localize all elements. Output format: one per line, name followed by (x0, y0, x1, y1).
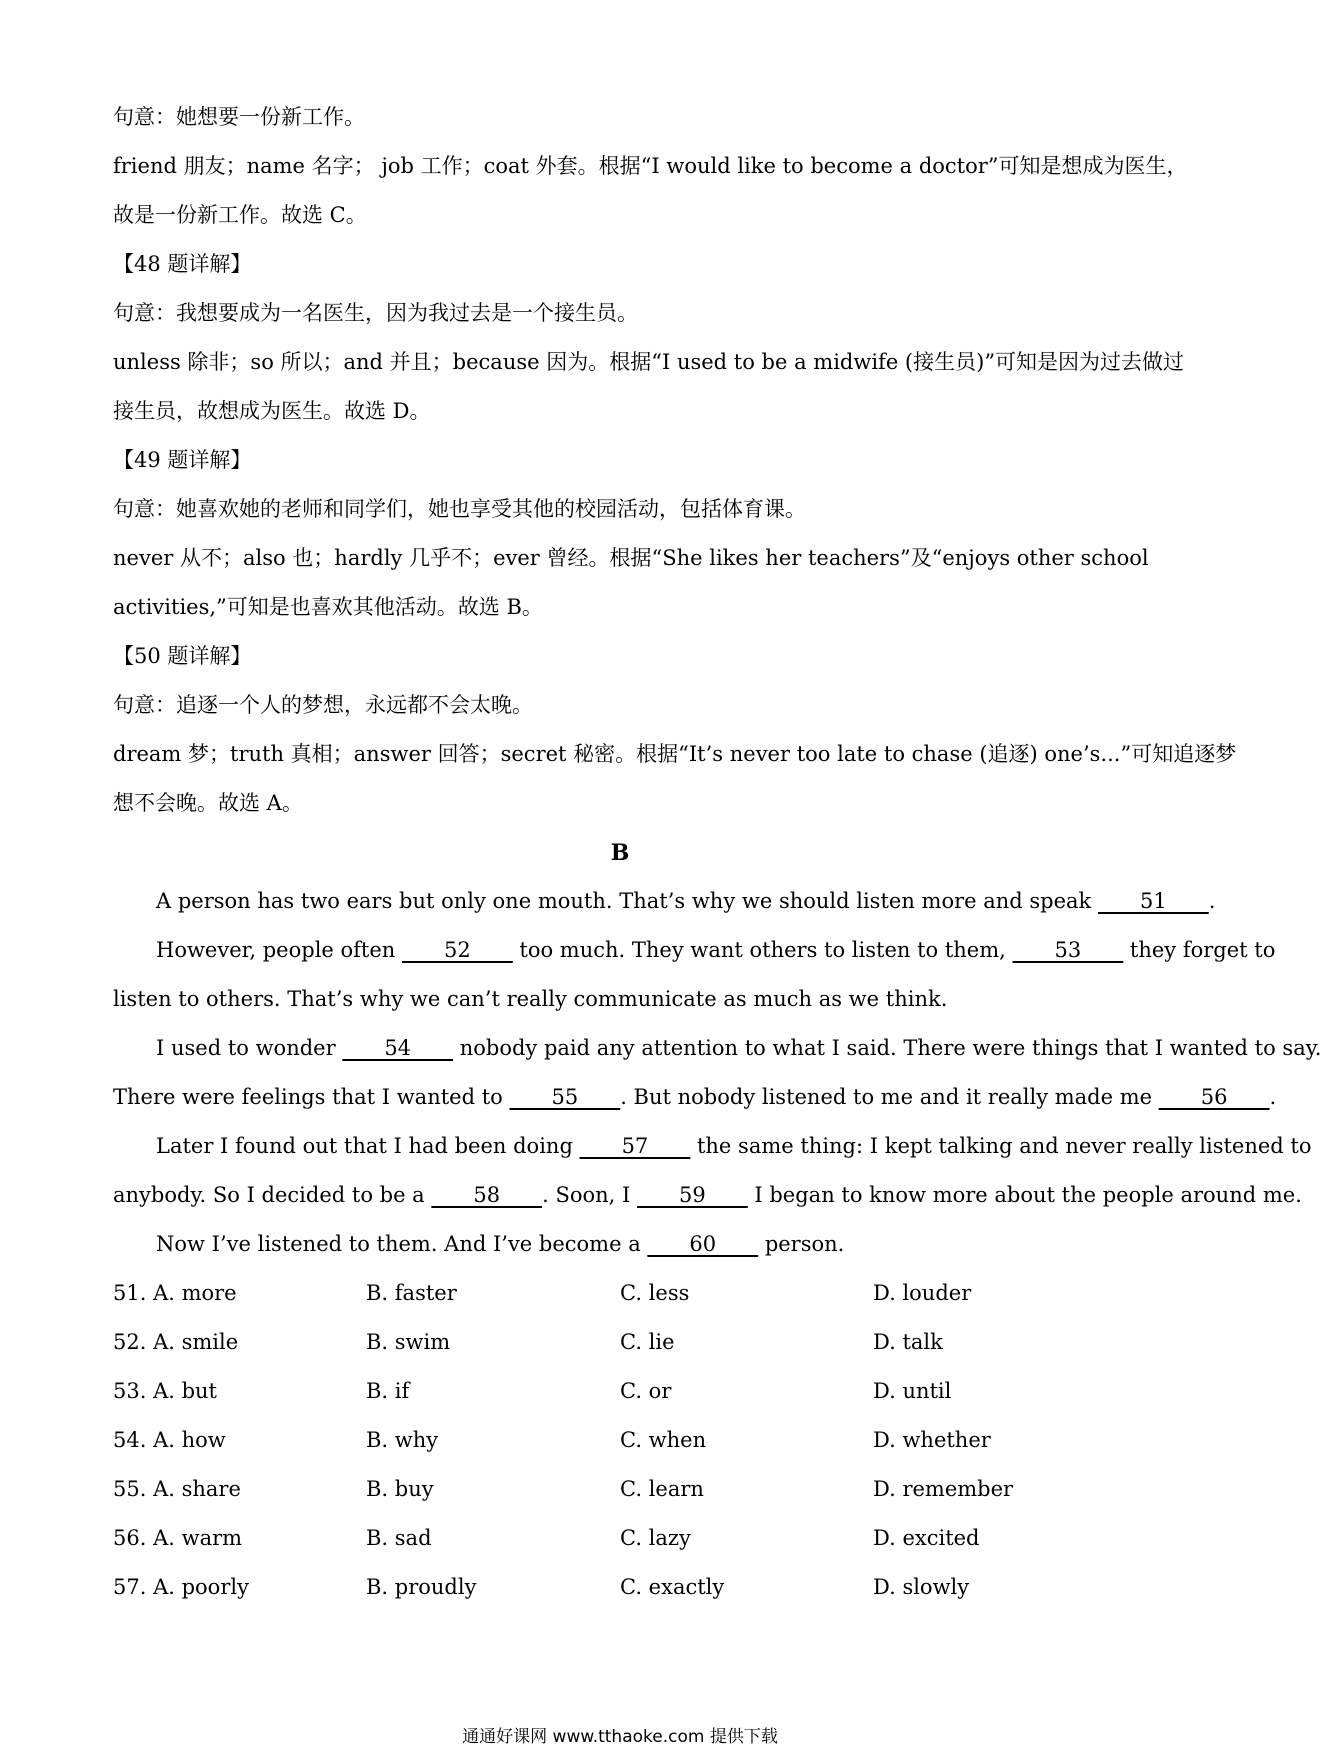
option-c: C. less (620, 1281, 690, 1305)
option-b: B. if (366, 1379, 410, 1403)
option-b: B. sad (366, 1526, 432, 1550)
option-row (113, 1425, 1133, 1455)
blank-60: ____60____ (647, 1232, 759, 1256)
option-d: D. talk (873, 1330, 943, 1354)
blank-57: ____57____ (579, 1134, 691, 1158)
option-row (113, 1523, 1133, 1553)
blank-53: ____53____ (1012, 938, 1124, 962)
option-a: 54. A. how (113, 1428, 226, 1452)
explanation-line: unless 除非；so 所以；and 并且；because 因为。根据“I used to be a midwife (接生员)”可知是因为过去做过 (113, 350, 1185, 374)
passage-line (113, 1082, 1277, 1112)
blank-59: ____59____ (636, 1183, 748, 1207)
option-row (113, 1376, 1133, 1406)
option-d: D. until (873, 1379, 952, 1403)
option-a: 51. A. more (113, 1281, 237, 1305)
option-c: C. exactly (620, 1575, 725, 1599)
explanation-line: 句意：追逐一个人的梦想，永远都不会太晚。 (113, 693, 533, 717)
passage-text: Now I’ve listened to them. And I’ve become a (156, 1232, 648, 1256)
passage-text: Later I found out that I had been doing (156, 1134, 580, 1158)
explanation-line: 故是一份新工作。故选 C。 (113, 203, 367, 227)
option-c: C. or (620, 1379, 672, 1403)
option-b: B. faster (366, 1281, 457, 1305)
passage-text: . (1269, 1085, 1277, 1109)
option-a: 56. A. warm (113, 1526, 243, 1550)
passage-text: nobody paid any attention to what I said. There were things that I wanted to say. (453, 1036, 1321, 1060)
question-49-heading: 【49 题详解】 (113, 448, 252, 472)
explanation-line: 句意：她想要一份新工作。 (113, 105, 365, 129)
explanation-line: activities,”可知是也喜欢其他活动。故选 B。 (113, 595, 543, 619)
option-c: C. when (620, 1428, 707, 1452)
option-row (113, 1278, 1133, 1308)
explanation-line: 句意：她喜欢她的老师和同学们，她也享受其他的校园活动，包括体育课。 (113, 497, 806, 521)
passage-text: I used to wonder (156, 1036, 343, 1060)
passage-line (113, 1180, 1302, 1210)
passage-text: anybody. So I decided to be a (113, 1183, 432, 1207)
option-a: 52. A. smile (113, 1330, 239, 1354)
option-row (113, 1572, 1133, 1602)
passage-text: A person has two ears but only one mouth. That’s why we should listen more and speak (156, 889, 1098, 913)
option-d: D. louder (873, 1281, 972, 1305)
passage-line (156, 935, 1276, 965)
passage-text: There were feelings that I wanted to (113, 1085, 510, 1109)
option-d: D. excited (873, 1526, 980, 1550)
explanation-line: never 从不；also 也；hardly 几乎不；ever 曾经。根据“She likes her teachers”及“enjoys other school (113, 546, 1149, 570)
option-c: C. lie (620, 1330, 675, 1354)
blank-55: ____55____ (509, 1085, 621, 1109)
option-c: C. lazy (620, 1526, 691, 1550)
passage-line: listen to others. That’s why we can’t really communicate as much as we think. (113, 987, 948, 1011)
passage-text: person. (758, 1232, 845, 1256)
option-a: 53. A. but (113, 1379, 217, 1403)
option-row (113, 1327, 1133, 1357)
option-c: C. learn (620, 1477, 704, 1501)
blank-52: ____52____ (402, 938, 513, 962)
passage-text: . (1208, 889, 1216, 913)
explanation-line: 句意：我想要成为一名医生，因为我过去是一个接生员。 (113, 301, 638, 325)
passage-line (156, 1229, 1176, 1259)
explanation-line: dream 梦；truth 真相；answer 回答；secret 秘密。根据“It’s never too late to chase (追逐) one’s...”可知追逐梦 (113, 742, 1237, 766)
passage-line (156, 886, 1216, 916)
question-50-heading: 【50 题详解】 (113, 644, 252, 668)
blank-51: ____51____ (1097, 889, 1209, 913)
passage-line (156, 1131, 1312, 1161)
option-b: B. swim (366, 1330, 451, 1354)
passage-text: . But nobody listened to me and it really made me (620, 1085, 1159, 1109)
option-d: D. slowly (873, 1575, 970, 1599)
explanation-line: 想不会晚。故选 A。 (113, 791, 303, 815)
blank-58: ____58____ (431, 1183, 543, 1207)
passage-text: I began to know more about the people around me. (747, 1183, 1302, 1207)
page-footer: 通通好课网 www.tthaoke.com 提供下载 (462, 1727, 778, 1747)
blank-56: ____56____ (1158, 1085, 1270, 1109)
option-b: B. why (366, 1428, 439, 1452)
passage-line (156, 1033, 1321, 1063)
passage-text: . Soon, I (542, 1183, 637, 1207)
option-d: D. whether (873, 1428, 991, 1452)
option-b: B. proudly (366, 1575, 477, 1599)
option-a: 57. A. poorly (113, 1575, 249, 1599)
passage-text: too much. They want others to listen to them, (512, 938, 1013, 962)
option-a: 55. A. share (113, 1477, 241, 1501)
blank-54: ____54____ (342, 1036, 454, 1060)
section-title: B (610, 840, 630, 866)
passage-text: However, people often (156, 938, 402, 962)
option-row (113, 1474, 1133, 1504)
option-b: B. buy (366, 1477, 434, 1501)
passage-text: they forget to (1123, 938, 1276, 962)
explanation-line: 接生员，故想成为医生。故选 D。 (113, 399, 431, 423)
passage-text: the same thing: I kept talking and never really listened to (690, 1134, 1312, 1158)
explanation-line: friend 朋友；name 名字； job 工作；coat 外套。根据“I would like to become a doctor”可知是想成为医生， (113, 154, 1188, 178)
option-d: D. remember (873, 1477, 1014, 1501)
question-48-heading: 【48 题详解】 (113, 252, 252, 276)
